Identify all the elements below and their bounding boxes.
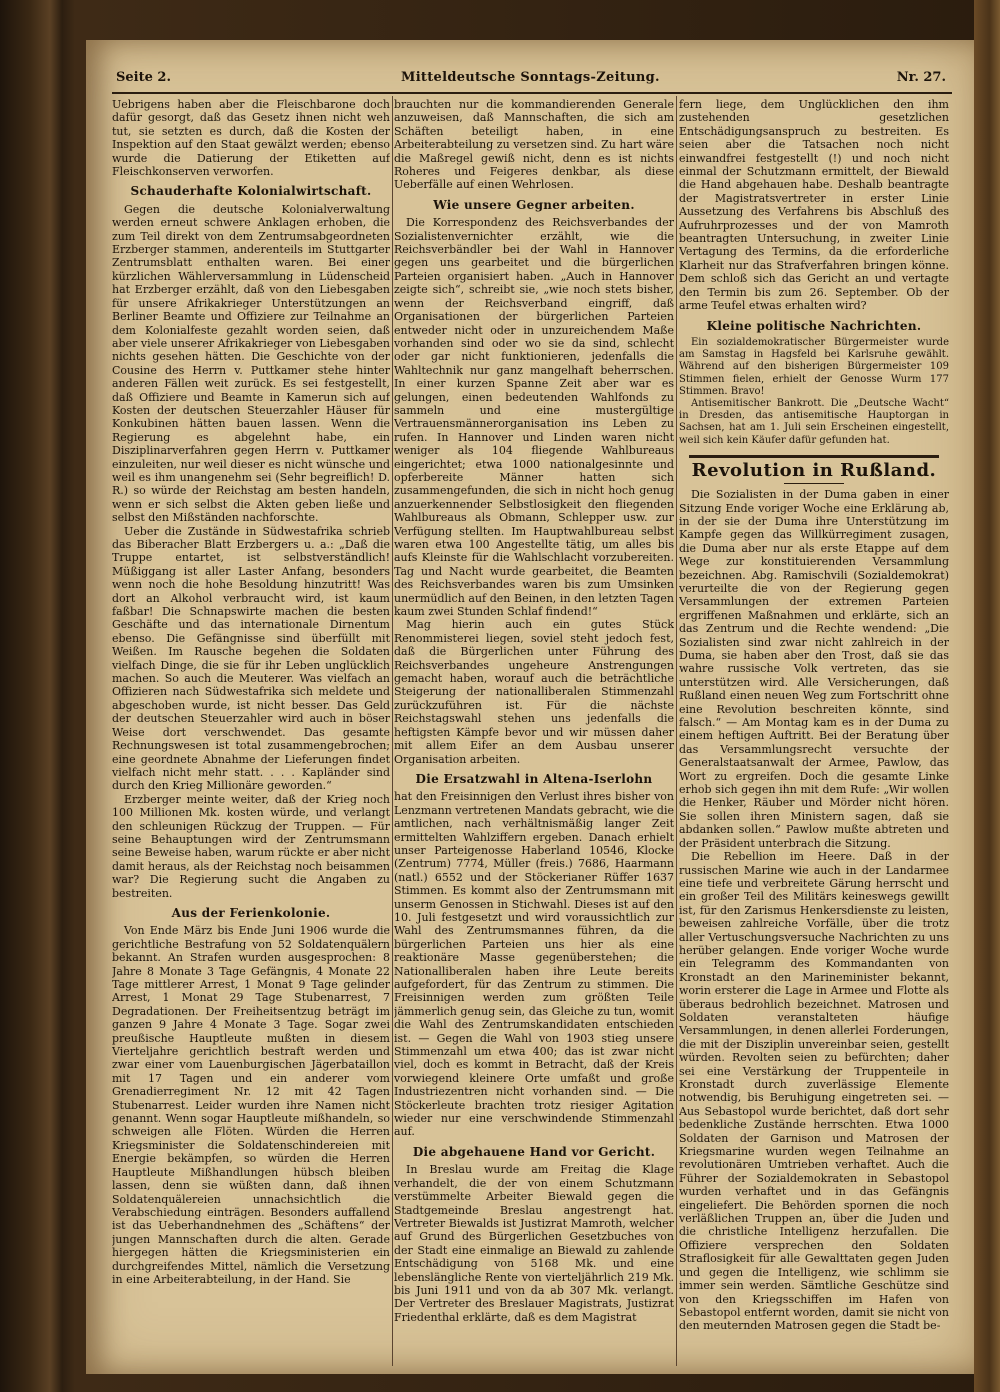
article-text: Ueber die Zustände in Südwestafrika schrieb das Biberacher Blatt Erzbergers u. a.: „Daß die Truppe entartet, ist selbstverständlich! Müßiggang ist aller Laster Anfang, besonders wenn noch die hohe Besoldung hinzutritt! Was dort an Alkohol verbraucht wird, ist kaum faßbar! Die Schnapswirte machen die besten Geschäfte und das internationale Dirnentum ebenso. Die Gefängnisse sind überfüllt mit Weißen. Im Rausche begehen die Soldaten vielfach Dinge, die sie für ihr Leben unglücklich machen. So auch die Meuterer. Was vielfach an Offizieren nach Südwestafrika sich meldete und abgeschoben wurde, ist nicht besser. Das Geld der deutschen Steuerzahler wird auch in böser Weise dort verschwendet. Das gesamte Rechnungswesen ist total zusammengebrochen; eine geordnete Abnahme der Lieferungen findet vielfach nicht mehr statt. . . . Kapländer sind durch den Krieg Millionäre geworden.“	[112, 524, 390, 793]
article-text: fern liege, dem Unglücklichen den ihm zustehenden gesetzlichen Entschädigungsanspruch zu bestreiten. Es seien aber die Tatsachen noch nicht einwandfrei festgestellt (!) und noch nicht einmal der Schutzmann ermittelt, der Biewald die Hand abgehauen habe. Deshalb beantragte der Magistratsvertreter in erster Linie Aussetzung des Verfahrens bis Abschluß des Aufruhrprozesses und der von Mamroth beantragten Untersuchung, in zweiter Linie Vertagung des Termins, da die erforderliche Klarheit nur das Strafverfahren bringen könne. Dem schloß sich das Gericht an und vertagte den Termin bis zum 26. September. Ob der arme Teufel etwas erhalten wird?	[679, 98, 949, 313]
news-brief: Ein sozialdemokratischer Bürgermeister wurde am Samstag in Hagsfeld bei Karlsruhe gewählt. Während auf den bisherigen Bürgermeister 109 Stimmen fielen, erhielt der Genosse Wurm 177 Stimmen. Bravo!	[679, 336, 949, 397]
article-headline: Schauderhafte Kolonialwirtschaft.	[130, 184, 372, 199]
column-divider	[676, 96, 677, 1366]
article-headline: Die abgehauene Hand vor Gericht.	[412, 1144, 656, 1159]
column-3	[679, 98, 949, 1366]
article-text: Die Sozialisten in der Duma gaben in einer Sitzung Ende voriger Woche eine Erklärung ab, in der sie der Duma ihre Unterstützung im Kampfe gegen das Willkürregiment zusagen, die Duma aber nur als erste Etappe auf dem Wege zur konstituierenden Versammlung bezeichnen. Abg. Ramischvili (Sozialdemokrat) verurteilte die von der Regierung gegen Versammlungen der extremen Parteien ergriffenen Maßnahmen und erklärte, sich an das Zentrum und die Rechte wendend: „Die Sozialisten sind zwar nicht zahlreich in der Duma, sie haben aber den Trost, daß sie das wahre russische Volk vertreten, das sie unterstützen wird. Alle Versicherungen, daß Rußland einen neuen Weg zum Fortschritt ohne eine Revolution beschreiten könnte, sind falsch.“ — Am Montag kam es in der Duma zu einem heftigen Auftritt. Bei der Beratung über das Versammlungsrecht versuchte der Generalstaatsanwalt der Armee, Pawlow, das Wort zu ergreifen. Doch die gesamte Linke erhob sich gegen ihn mit dem Rufe: „Wir wollen die Henker, Räuber und Mörder nicht hören. Sie sollen ihren Ministern sagen, daß sie abdanken sollen.“ Pawlow mußte abtreten und der Präsident unterbrach die Sitzung.	[679, 488, 949, 850]
page-header	[116, 70, 946, 92]
column-2	[394, 98, 674, 1366]
article-text: Von Ende März bis Ende Juni 1906 wurde die gerichtliche Bestrafung von 52 Soldatenquälern bekannt. An Strafen wurden ausgesprochen: 8 Jahre 8 Monate 3 Tage Gefängnis, 4 Monate 22 Tage mittlerer Arrest, 1 Monat 9 Tage gelinder Arrest, 1 Monat 29 Tage Stubenarrest, 7 Degradationen. Der Freiheitsentzug beträgt im ganzen 9 Jahre 4 Monate 3 Tage. Sogar zwei preußische Hauptleute mußten in diesem Vierteljahre gerichtlich bestraft werden und zwar einer vom Lauenburgischen Jägerbataillon mit 17 Tagen und ein anderer vom Grenadierregiment Nr. 12 mit 42 Tagen Stubenarrest. Leider wurden ihre Namen nicht genannt. Wenn sogar Hauptleute mißhandeln, so schweigen alle Flöten. Würden die Herren Kriegsminister die Soldatenschindereien mit Energie bekämpfen, so würden die Herren Hauptleute Mißhandlungen hübsch bleiben lassen, denn sie wüßten dann, daß ihnen Soldatenquälereien unnachsichtlich die Verabschiedung einträgen. Besonders auffallend ist das Ueberhandnehmen des „Schäftens“ der jungen Mannschaften durch die alten. Gerade hiergegen hätten die Kriegsministerien ein durchgreifendes Mittel, nämlich die Versetzung in eine Arbeiterabteilung, in der Hand. Sie	[112, 924, 390, 1286]
header-rule	[112, 92, 952, 94]
article-headline: Aus der Ferienkolonie.	[171, 905, 331, 920]
news-brief: Antisemitischer Bankrott. Die „Deutsche Wacht“ in Dresden, das antisemitische Hauptorgan in Sachsen, hat am 1. Juli sein Erscheinen eingestellt, weil sich kein Käufer dafür gefunden hat.	[679, 397, 949, 446]
headline-rule	[784, 483, 844, 484]
article-text: Uebrigens haben aber die Fleischbarone doch dafür gesorgt, daß das Gesetz ihnen nicht weh tut, sie setzten es durch, daß die Kosten der Inspektion auf den Staat gewälzt werden; ebenso wurde die Datierung der Etiketten auf Fleischkonserven verworfen.	[112, 98, 390, 179]
article-text: hat den Freisinnigen den Verlust ihres bisher von Lenzmann vertretenen Mandats gebracht, wie die amtlichen, nach verhältnismäßig langer Zeit ermittelten Wahlziffern ergeben. Danach erhielt unser Parteigenosse Haberland 10546, Klocke (Zentrum) 7774, Müller (freis.) 7686, Haarmann (natl.) 6552 und der Stöckerianer Rüffer 1637 Stimmen. Es kommt also der Zentrumsmann mit unserm Genossen in Stichwahl. Dieses ist auf den 10. Juli festgesetzt und wird voraussichtlich zur Wahl des Zentrumsmannes führen, da die bürgerlichen Parteien uns hier als eine reaktionäre Masse gegenüberstehen; die Nationalliberalen haben ihre Leute bereits aufgefordert, für das Zentrum zu stimmen. Die Freisinnigen werden zum größten Teile jämmerlich genug sein, das Gleiche zu tun, womit die Wahl des Zentrumskandidaten entschieden ist. — Gegen die Wahl von 1903 stieg unsere Stimmenzahl um etwa 400; das ist zwar nicht viel, doch es kommt in Betracht, daß der Kreis vorwiegend kleinere Orte umfaßt und große Industriezentren nicht vorhanden sind. — Die Stöckerleute brachten trotz riesiger Agitation wieder nur eine verschwindende Stimmenzahl auf.	[394, 790, 674, 1139]
article-text: In Breslau wurde am Freitag die Klage verhandelt, die der von einem Schutzmann verstümmelte Arbeiter Biewald gegen die Stadtgemeinde Breslau angestrengt hat. Vertreter Biewalds ist Justizrat Mamroth, welcher auf Grund des Bürgerlichen Gesetzbuches von der Stadt eine einmalige an Biewald zu zahlende Entschädigung von 5168 Mk. und eine lebenslängliche Rente von vierteljährlich 219 Mk. bis Juni 1911 und von da ab 307 Mk. verlangt. Der Vertreter des Breslauer Magistrats, Justizrat Friedenthal erklärte, daß es dem Magistrat	[394, 1163, 674, 1324]
section-rule	[689, 455, 939, 458]
page-number: Seite 2.	[116, 70, 171, 85]
newspaper-page	[86, 40, 974, 1374]
article-text: brauchten nur die kommandierenden Generale anzuweisen, daß Mannschaften, die sich am Schäften beteiligt haben, in eine Arbeiterabteilung zu versetzen sind. Zu hart wäre die Maßregel gewiß nicht, denn es ist nichts Roheres und Feigeres denkbar, als diese Ueberfälle auf einen Wehrlosen.	[394, 98, 674, 192]
article-headline: Die Ersatzwahl in Altena-Iserlohn	[415, 771, 653, 786]
issue-number: Nr. 27.	[896, 70, 946, 85]
article-text: Gegen die deutsche Kolonialverwaltung werden erneut schwere Anklagen erhoben, die zum Teil direkt von dem Zentrumsabgeordneten Erzberger stammen, anderenteils im Stuttgarter Zentrumsblatt enthalten waren. Bei einer kürzlichen Wählerversammlung in Lüdenscheid hat Erzberger erzählt, daß von den Liebesgaben für unsere Afrikakrieger Unterstützungen an Berliner Beamte und Offiziere zur Teilnahme an dem Kolonialfeste gezahlt worden seien, daß aber viele unserer Afrikakrieger von Liebesgaben nichts gesehen hätten. Die Geschichte von der Cousine des Herrn v. Puttkamer stehe hinter anderen Fällen weit zurück. Es sei festgestellt, daß Offiziere und Beamte in Kamerun sich auf Kosten der deutschen Steuerzahler Häuser für Konkubinen hätten bauen lassen. Wenn die Regierung es abgelehnt habe, ein Disziplinarverfahren gegen Herrn v. Puttkamer einzuleiten, nur weil dieser es nicht wünsche und weil es ihm unangenehm sei (Sehr begreiflich! D. R.) so würde der Reichstag am besten handeln, wenn er sich selbst die Akten geben ließe und selbst den Mißständen nachforschte.	[112, 202, 390, 525]
section-headline: Revolution in Rußland.	[691, 459, 937, 481]
article-text: Erzberger meinte weiter, daß der Krieg noch 100 Millionen Mk. kosten würde, und verlangt den schleunigen Rückzug der Truppen. — Für seine Behauptungen wird der Zentrumsmann seine Beweise haben, warum rückte er aber nicht damit heraus, als der Reichstag noch beisammen war? Die Regierung sucht die Angaben zu bestreiten.	[112, 792, 390, 900]
article-text: Mag hierin auch ein gutes Stück Renommisterei liegen, soviel steht jedoch fest, daß die Bürgerlichen unter Führung des Reichsverbandes ungeheure Anstrengungen gemacht haben, worauf auch die beträchtliche Steigerung der nationalliberalen Stimmenzahl zurückzuführen ist. Für die nächste Reichstagswahl stehen uns jedenfalls die heftigsten Kämpfe bevor und wir müssen daher mit allem Eifer an dem Ausbau unserer Organisation arbeiten.	[394, 618, 674, 766]
article-text: Die Korrespondenz des Reichsverbandes der Sozialistenvernichter erzählt, wie die Reichsverbändler bei der Wahl in Hannover gegen uns gearbeitet und die bürgerlichen Parteien organisiert haben. „Auch in Hannover zeigte sich“, schreibt sie, „wie noch stets bisher, wenn der Reichsverband eingriff, daß Organisationen der bürgerlichen Parteien entweder nicht oder in unzureichendem Maße vorhanden sind oder wo sie da sind, schlecht oder gar nicht funktionieren, jedenfalls die Wahltechnik nur ganz mangelhaft beherrschen. In einer kurzen Spanne Zeit aber war es gelungen, einen bedeutenden Wahlfonds zu sammeln und eine mustergültige Vertrauensmännerorganisation ins Leben zu rufen. In Hannover und Linden waren nicht weniger als 104 fliegende Wahlbureaus eingerichtet; etwa 1000 nationalgesinnte und opferbereite Männer hatten sich zusammengefunden, die sich in nicht hoch genug anzuerkennender Selbstlosigkeit den fliegenden Wahlbureaus als Obmann, Schlepper usw. zur Verfügung stellten. Im Hauptwahlbureau selbst waren etwa 100 Angestellte tätig, um alles bis aufs Kleinste für die Wahlschlacht vorzubereiten. Tag und Nacht wurde gearbeitet, die Beamten des Reichsverbandes waren bis zum Umsinken unermüdlich auf den Beinen, in den letzten Tagen kaum zwei Stunden Schlaf findend!“	[394, 216, 674, 619]
article-text: Die Rebellion im Heere. Daß in der russischen Marine wie auch in der Landarmee eine tiefe und verbreitete Gärung herrscht und ein großer Teil des Militärs keineswegs gewillt ist, für den Zarismus Henkersdienste zu leisten, beweisen zahlreiche Vorfälle, über die trotz aller Vertuschungsversuche Nachrichten zu uns herüber gelangen. Ende voriger Woche wurde ein Telegramm des Kommandanten von Kronstadt an den Marineminister bekannt, worin ersterer die Lage in Armee und Flotte als überaus bedrohlich bezeichnet. Matrosen und Soldaten veranstalteten häufige Versammlungen, in denen allerlei Forderungen, die mit der Disziplin unvereinbar seien, gestellt würden. Revolten seien zu befürchten; daher sei eine Verstärkung der Truppenteile in Kronstadt durch zuverlässige Elemente notwendig, bis Beruhigung eingetreten sei. — Aus Sebastopol wurde berichtet, daß dort sehr bedenkliche Zustände herrschten. Etwa 1000 Soldaten der Garnison und Matrosen der Kriegsmarine wurden wegen Teilnahme an revolutionären Umtrieben verhaftet. Auch die Führer der Sozialdemokraten in Sebastopol wurden verhaftet und in das Gefängnis eingeliefert. Die Behörden spornen die noch verläßlichen Truppen an, über die Juden und die christliche Intelligenz herzufallen. Die Offiziere versprechen den Soldaten Straflosigkeit für alle Gewalttaten gegen Juden und gegen die Intelligenz, wie schlimm sie immer sein werden. Sämtliche Geschütze sind von den Kriegsschiffen im Hafen von Sebastopol entfernt worden, damit sie nicht von den meuternden Matrosen gegen die Stadt be-	[679, 850, 949, 1333]
article-headline: Kleine politische Nachrichten.	[706, 318, 922, 333]
newspaper-title: Mitteldeutsche Sonntags-Zeitung.	[401, 70, 660, 85]
column-1	[112, 98, 390, 1366]
article-headline: Wie unsere Gegner arbeiten.	[433, 197, 635, 212]
column-divider	[392, 96, 393, 1366]
adjacent-page-edge	[974, 0, 1000, 1392]
